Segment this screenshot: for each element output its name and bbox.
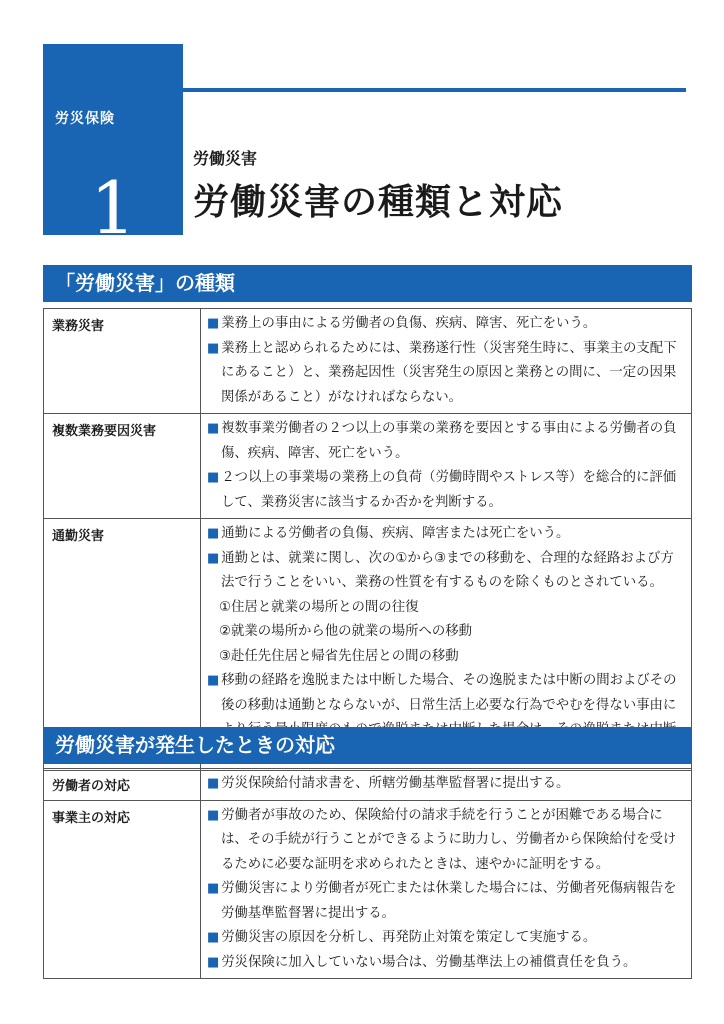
types-table xyxy=(43,308,692,771)
page-subtitle: 労働災害 xyxy=(193,149,258,168)
item-text: ①住居と就業の場所との間の往復 xyxy=(219,599,419,615)
sub-item xyxy=(205,620,685,645)
square-bullet-icon: ■ xyxy=(207,526,220,541)
item-text: 労災保険に加入していない場合は、労働基準法上の補償責任を負う。 xyxy=(221,954,637,970)
chapter-category: 労災保険 xyxy=(55,111,115,127)
table-row xyxy=(44,800,692,979)
item-text: 労働者が事故のため、保険給付の請求手続を行うことが困難である場合には、その手続が行うことができるように助力し、労働者から保険給付を受けるために必要な証明を求められたときは、速やかに証明をする。 xyxy=(221,807,677,872)
square-bullet-icon: ■ xyxy=(207,807,220,823)
bullet-item xyxy=(205,547,685,596)
bullet-item xyxy=(205,804,685,878)
square-bullet-icon: ■ xyxy=(207,776,220,791)
row-term: 複数業務要因災害 xyxy=(44,414,201,519)
response-table xyxy=(43,768,692,979)
sub-item xyxy=(205,596,685,621)
item-text: 通勤とは、就業に関し、次の①から③までの移動を、合理的な経路および方法で行うことをいい、業務の性質を有するものを除くものとされている。 xyxy=(221,550,674,590)
section-heading-types: 「労働災害」の種類 xyxy=(43,265,692,302)
item-text: ②就業の場所から他の就業の場所への移動 xyxy=(219,624,473,639)
sub-item xyxy=(205,645,685,670)
row-description xyxy=(201,414,692,519)
square-bullet-icon: ■ xyxy=(207,340,220,356)
item-text: 通勤による労働者の負傷、疾病、障害または死亡をいう。 xyxy=(221,526,570,541)
item-text: 業務上と認められるためには、業務遂行性（災害発生時に、事業主の支配下にあること）と、業務起因性（災害発生の原因と業務との間に、一定の因果関係があること）がなければならない。 xyxy=(221,340,677,405)
chapter-box xyxy=(43,44,183,250)
item-text: ③赴任先住居と帰省先住居との間の移動 xyxy=(219,648,459,664)
square-bullet-icon: ■ xyxy=(207,470,220,485)
table-row xyxy=(44,414,692,519)
row-term: 労働者の対応 xyxy=(44,769,201,801)
item-text: 労働災害の原因を分析し、再発防止対策を策定して実施する。 xyxy=(221,930,597,945)
square-bullet-icon: ■ xyxy=(207,421,220,436)
square-bullet-icon: ■ xyxy=(207,954,220,970)
bullet-item xyxy=(205,926,685,951)
square-bullet-icon: ■ xyxy=(207,930,220,945)
square-bullet-icon: ■ xyxy=(207,673,220,688)
bullet-item xyxy=(205,337,685,411)
page-title: 労働災害の種類と対応 xyxy=(193,182,564,223)
bullet-item xyxy=(205,417,685,466)
bullet-item xyxy=(205,772,685,797)
item-text: 業務上の事由による労働者の負傷、疾病、障害、死亡をいう。 xyxy=(221,316,597,331)
bullet-item xyxy=(205,877,685,926)
row-description xyxy=(201,769,692,801)
bullet-item xyxy=(205,312,685,337)
row-term: 通勤災害 xyxy=(44,519,201,771)
header-rule xyxy=(183,88,686,92)
square-bullet-icon: ■ xyxy=(207,550,220,566)
item-text: 複数事業労働者の２つ以上の事業の業務を要因とする事由による労働者の負傷、疾病、障害、死亡をいう。 xyxy=(221,421,677,461)
square-bullet-icon: ■ xyxy=(207,881,220,896)
square-bullet-icon: ■ xyxy=(207,316,220,331)
section-heading-response: 労働災害が発生したときの対応 xyxy=(43,727,692,764)
row-term: 業務災害 xyxy=(44,309,201,414)
row-description xyxy=(201,800,692,979)
item-text: 移動の経路を逸脱または中断した場合、その逸脱または中断の間およびその後の移動は通勤とならないが、日常生活上必要な行為でやむを得ない事由に xyxy=(221,673,677,713)
chapter-number: 1 xyxy=(90,166,136,250)
item-text: ２つ以上の事業場の業務上の負荷（労働時間やストレス等）を総合的に評価して、業務災害に該当するか否かを判断する。 xyxy=(221,470,677,510)
table-row xyxy=(44,769,692,801)
item-text: 労働災害により労働者が死亡または休業した場合には、労働者死傷病報告を労働基準監督署に提出する。 xyxy=(221,881,677,921)
bullet-item xyxy=(205,522,685,547)
row-term: 事業主の対応 xyxy=(44,800,201,979)
bullet-item xyxy=(205,466,685,515)
table-row xyxy=(44,309,692,414)
item-text: 労災保険給付請求書を、所轄労働基準監督署に提出する。 xyxy=(221,776,570,791)
row-description xyxy=(201,309,692,414)
bullet-item xyxy=(205,951,685,976)
